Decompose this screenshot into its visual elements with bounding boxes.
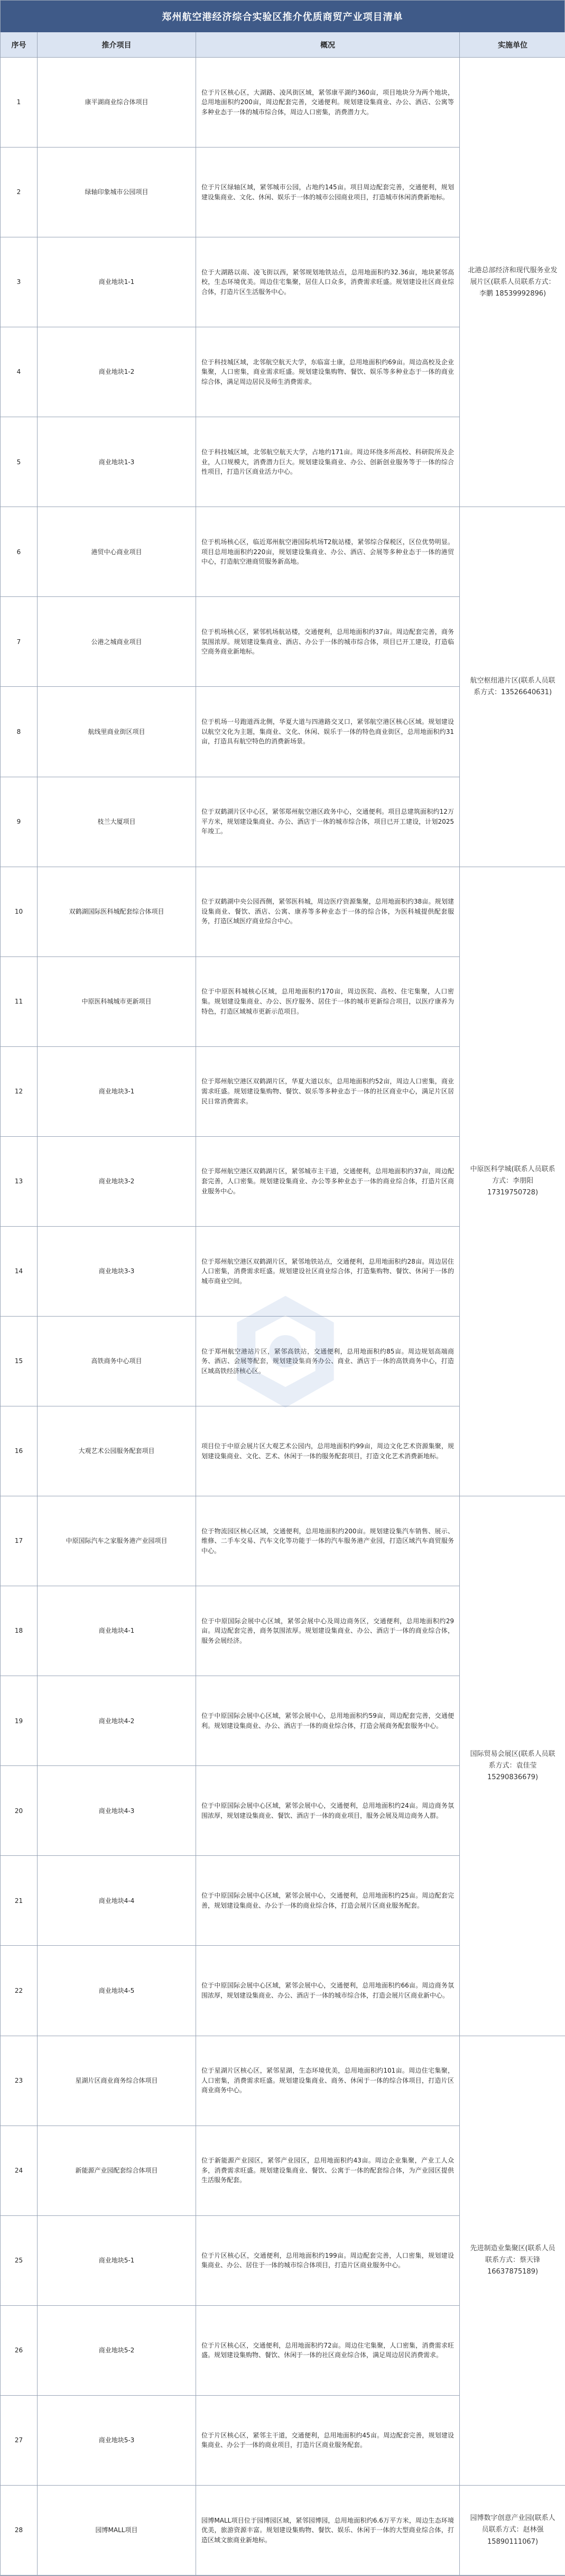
project-name: 商业地块1-1	[38, 237, 196, 327]
row-number: 20	[1, 1766, 38, 1856]
project-name: 枝兰大厦项目	[38, 777, 196, 867]
project-overview: 位于中原国际会展中心区域，紧邻会展中心，总用地面积约59亩，周边配套完善，交通便利。规划建设集商业、办公、酒店于一体的商业综合体，打造会展商务配套服务中心。	[196, 1676, 460, 1766]
implementing-unit: 园博数字创意产业园(联系人员联系方式：赵林强 15890111067)	[460, 2486, 565, 2575]
row-number: 6	[1, 507, 38, 597]
row-number: 21	[1, 1856, 38, 1946]
project-overview: 位于片区核心区，交通便利，总用地面积约72亩。周边住宅集聚，人口密集，消费需求旺盛。规划建设集购物、餐饮、休闲于一体的社区商业综合体，满足周边居民消费需求。	[196, 2306, 460, 2396]
project-table	[1, 32, 564, 2575]
project-overview: 位于郑州航空港区双鹤湖片区，华夏大道以东，总用地面积约52亩，周边人口密集，商业需求旺盛。规划建设集购物、餐饮、娱乐等多种业态于一体的社区商业中心，满足片区居民日常消费需求。	[196, 1047, 460, 1137]
row-number: 16	[1, 1406, 38, 1496]
project-overview: 位于物流园区核心区域，交通便利，总用地面积约200亩。规划建设集汽车销售、展示、维修、二手车交易、汽车文化等功能于一体的汽车服务港产业园，打造区域汽车商贸服务中心。	[196, 1496, 460, 1586]
row-number: 17	[1, 1496, 38, 1586]
row-number: 22	[1, 1946, 38, 2036]
project-name: 商业地块3-2	[38, 1137, 196, 1227]
project-overview: 位于大湖路以南、凌飞街以西，紧邻规划地铁站点，总用地面积约32.36亩，地块紧邻高校，生态环境优美。周边住宅集聚，居住人口众多，消费需求旺盛。规划建设社区商业综合体，打造片区生活服务中心。	[196, 237, 460, 327]
row-number: 4	[1, 327, 38, 417]
row-number: 15	[1, 1317, 38, 1406]
project-name: 公港之城商业项目	[38, 597, 196, 687]
implementing-unit: 国际贸易会展区(联系人员联系方式：袁佳莹 15290836679)	[460, 1496, 565, 2036]
project-name: 商业地块3-1	[38, 1047, 196, 1137]
project-name: 园博MALL项目	[38, 2486, 196, 2575]
project-name: 港贸中心商业项目	[38, 507, 196, 597]
header-project: 推介项目	[38, 32, 196, 58]
project-name: 新能源产业园配套综合体项目	[38, 2126, 196, 2216]
page-title: 郑州航空港经济综合实验区推介优质商贸产业项目清单	[1, 1, 564, 32]
row-number: 7	[1, 597, 38, 687]
project-overview: 位于星湖片区核心区，紧邻星湖，生态环境优美，总用地面积约101亩。周边住宅集聚，人口密集，消费需求旺盛。规划建设集商业、商务、休闲于一体的综合体项目，打造片区商业商务中心。	[196, 2036, 460, 2126]
project-overview: 位于科技城区域，北邻航空航天大学，东临富士康，总用地面积约69亩。周边高校及企业集聚，人口密集，商业需求旺盛。规划建设集购物、餐饮、娱乐等多种业态于一体的商业综合体，满足周边居民及师生消费需求。	[196, 327, 460, 417]
row-number: 26	[1, 2306, 38, 2396]
project-overview: 位于双鹤湖中央公园西侧，紧邻医科城，周边医疗资源集聚，总用地面积约38亩。规划建设集商业、餐饮、酒店、公寓、康养等多种业态于一体的综合体，为医科城提供配套服务，打造区域医疗商业综合中心。	[196, 867, 460, 957]
row-number: 8	[1, 687, 38, 777]
project-name: 双鹤湖国际医科城配套综合体项目	[38, 867, 196, 957]
project-name: 商业地块4-2	[38, 1676, 196, 1766]
implementing-unit: 中原医科学城(联系人员联系方式：李朋阳 17319750728)	[460, 867, 565, 1497]
project-overview: 位于片区绿轴区域，紧邻城市公园，占地约145亩。项目周边配套完善，交通便利，规划建设集商业、文化、休闲、娱乐于一体的城市公园商业项目，打造城市休闲消费新地标。	[196, 148, 460, 237]
project-overview: 位于中原国际会展中心区域，紧邻会展中心，交通便利，总用地面积约25亩。周边配套完善，规划建设集商业、办公于一体的商业综合体，打造会展片区商业服务配套。	[196, 1856, 460, 1946]
row-number: 23	[1, 2036, 38, 2126]
row-number: 28	[1, 2486, 38, 2575]
project-overview: 位于机场核心区，紧邻机场航站楼，交通便利，总用地面积约37亩。周边配套完善，商务氛围浓厚。规划建设集商业、酒店、办公于一体的城市综合体，项目已开工建设，打造临空商务商业新地标。	[196, 597, 460, 687]
project-overview: 位于科技城区域，北邻航空航天大学，占地约171亩。周边环绕多所高校、科研院所及企业，人口规模大，消费潜力巨大。规划建设集商业、办公、创新创业服务等于一体的综合性项目，打造片区商业活力中心。	[196, 417, 460, 507]
project-overview: 位于中原国际会展中心区域，紧邻会展中心，交通便利，总用地面积约66亩。周边商务氛围浓厚，规划建设集商业、办公、酒店于一体的城市综合体，打造会展片区商业新中心。	[196, 1946, 460, 2036]
row-number: 24	[1, 2126, 38, 2216]
project-overview: 位于郑州航空港区双鹤湖片区，紧邻城市主干道，交通便利，总用地面积约37亩，周边配套完善，人口密集。规划建设集商业、办公等多种业态于一体的商业综合体，打造片区商业服务中心。	[196, 1137, 460, 1227]
project-name: 商业地块4-3	[38, 1766, 196, 1856]
project-name: 星湖片区商业商务综合体项目	[38, 2036, 196, 2126]
project-name: 商业地块5-1	[38, 2216, 196, 2306]
row-number: 14	[1, 1227, 38, 1317]
project-overview: 位于片区核心区，交通便利，总用地面积约199亩。周边配套完善，人口密集，规划建设集商业、办公、居住于一体的城市综合体项目，打造片区商业服务中心。	[196, 2216, 460, 2306]
project-name: 康平湖商业综合体项目	[38, 58, 196, 148]
project-overview: 位于机场一号跑道西北侧，华夏大道与四港路交叉口，紧邻航空港区核心区域。规划建设以航空文化为主题，集商业、文化、休闲、娱乐于一体的特色商业街区，总用地面积约31亩，打造具有航空特色的消费新场景。	[196, 687, 460, 777]
project-overview: 位于郑州航空港站片区，紧邻高铁站，交通便利，总用地面积约85亩。周边规划高端商务、酒店、会展等配套，规划建设集商务办公、商业、酒店于一体的高铁商务中心，打造区域高铁经济核心区。	[196, 1317, 460, 1406]
project-overview: 位于片区核心区，紧邻主干道，交通便利，总用地面积约45亩。周边配套完善，规划建设集商业、办公于一体的商业项目，打造片区商业服务配套。	[196, 2396, 460, 2486]
row-number: 11	[1, 957, 38, 1047]
project-name: 航线里商业街区项目	[38, 687, 196, 777]
project-name: 绿轴印象城市公园项目	[38, 148, 196, 237]
project-name: 商业地块5-3	[38, 2396, 196, 2486]
project-name: 大观艺术公园服务配套项目	[38, 1406, 196, 1496]
header-overview: 概况	[196, 32, 460, 58]
project-name: 商业地块4-1	[38, 1586, 196, 1676]
project-name: 中原医科城城市更新项目	[38, 957, 196, 1047]
project-name: 商业地块4-4	[38, 1856, 196, 1946]
row-number: 25	[1, 2216, 38, 2306]
row-number: 10	[1, 867, 38, 957]
project-overview: 位于双鹤湖片区中心区，紧邻郑州航空港区政务中心，交通便利。项目总建筑面积约12万平方米，规划建设集商业、办公、酒店于一体的城市综合体，项目已开工建设，计划2025年竣工。	[196, 777, 460, 867]
header-unit: 实施单位	[460, 32, 565, 58]
row-number: 18	[1, 1586, 38, 1676]
project-overview: 位于郑州航空港区双鹤湖片区，紧邻地铁站点，交通便利，总用地面积约28亩。周边居住人口密集，消费需求旺盛。规划建设社区商业综合体，打造集购物、餐饮、休闲于一体的城市商业空间。	[196, 1227, 460, 1317]
row-number: 13	[1, 1137, 38, 1227]
project-name: 商业地块1-2	[38, 327, 196, 417]
project-overview: 位于片区核心区，大湖路、凌风街区域，紧邻康平湖约360亩，项目地块分为两个地块，总用地面积约200亩，周边配套完善，交通便利。规划建设集商业、办公、酒店、公寓等多种业态于一体的城市综合体，周边人口密集，消费潜力大。	[196, 58, 460, 148]
project-overview: 位于中原医科城核心区域，总用地面积约170亩，周边医院、高校、住宅集聚，人口密集。规划建设集商业、办公、医疗服务、居住于一体的城市更新综合项目，以医疗康养为特色，打造区域城市更新示范项目。	[196, 957, 460, 1047]
project-name: 中原国际汽车之家服务港产业园项目	[38, 1496, 196, 1586]
project-name: 商业地块4-5	[38, 1946, 196, 2036]
project-overview: 位于中原国际会展中心区域，紧邻会展中心及周边商务区，交通便利，总用地面积约29亩。周边配套完善，商务氛围浓厚。规划建设集商业、办公、酒店于一体的商业综合体，服务会展经济。	[196, 1586, 460, 1676]
row-number: 27	[1, 2396, 38, 2486]
row-number: 19	[1, 1676, 38, 1766]
row-number: 12	[1, 1047, 38, 1137]
implementing-unit: 先进制造业集聚区(联系人员联系方式：蔡天锋 16637875189)	[460, 2036, 565, 2486]
row-number: 5	[1, 417, 38, 507]
implementing-unit: 航空枢纽港片区(联系人员联系方式：13526640631)	[460, 507, 565, 867]
row-number: 2	[1, 148, 38, 237]
project-name: 商业地块5-2	[38, 2306, 196, 2396]
project-overview: 位于中原国际会展中心区域，紧邻会展中心，交通便利，总用地面积约24亩。周边商务氛围浓厚，规划建设集商业、餐饮、酒店于一体的商业项目，服务会展及周边商务人群。	[196, 1766, 460, 1856]
project-overview: 园博MALL项目位于园博园区域，紧邻园博园，总用地面积约6.6万平方米，周边生态环境优美，旅游资源丰富。规划建设集购物、餐饮、娱乐、休闲于一体的大型商业综合体，打造区域文旅商业新地标。	[196, 2486, 460, 2575]
project-overview: 项目位于中原会展片区大观艺术公园内，总用地面积约99亩，周边文化艺术资源集聚，规划建设集商业、文化、艺术、休闲于一体的服务配套项目，打造文化艺术消费新地标。	[196, 1406, 460, 1496]
project-overview: 位于机场核心区，临近郑州航空港国际机场T2航站楼，紧邻综合保税区，区位优势明显。项目总用地面积约220亩，规划建设集商业、办公、酒店、会展等多种业态于一体的港贸中心，打造航空港商贸服务新高地。	[196, 507, 460, 597]
row-number: 1	[1, 58, 38, 148]
project-name: 商业地块1-3	[38, 417, 196, 507]
header-num: 序号	[1, 32, 38, 58]
project-overview: 位于新能源产业园区，紧邻产业园区，总用地面积约43亩。周边企业集聚，产业工人众多，消费需求旺盛。规划建设集商业、餐饮、公寓于一体的配套综合体，为产业园区提供生活服务配套。	[196, 2126, 460, 2216]
project-name: 高铁商务中心项目	[38, 1317, 196, 1406]
row-number: 3	[1, 237, 38, 327]
row-number: 9	[1, 777, 38, 867]
implementing-unit: 北港总部经济和现代服务业发展片区(联系人员联系方式：李鹏 18539992896)	[460, 58, 565, 507]
project-name: 商业地块3-3	[38, 1227, 196, 1317]
